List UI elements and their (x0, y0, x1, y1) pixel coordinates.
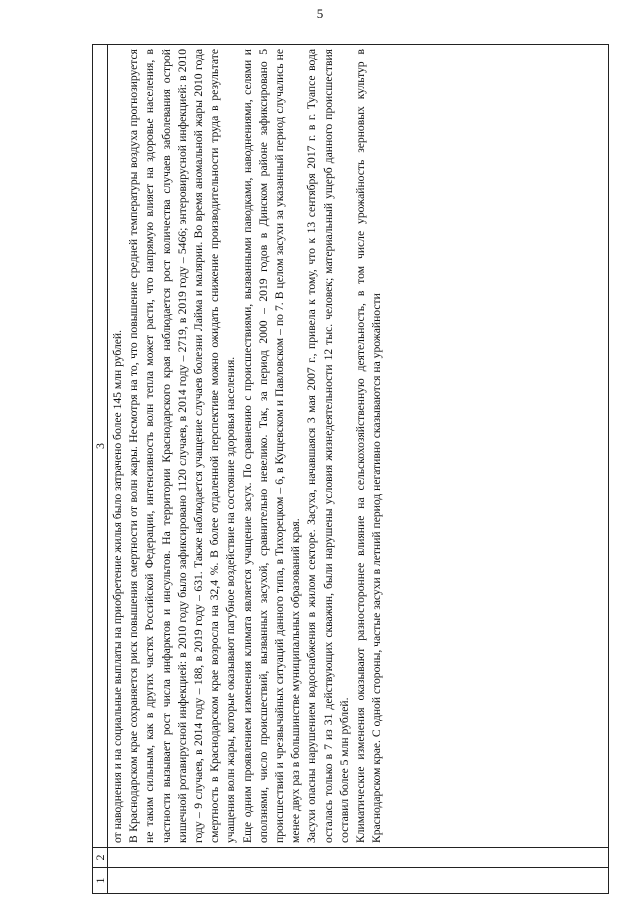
paragraph-agriculture: Климатические изменения оказывают разностороннее влияние на сельскохозяйственную деятельность, в том числе урожайность зерновых культур в Краснодарском крае. С одной стороны, частые засухи в летний период негативно сказываются на урожайности (354, 49, 384, 843)
table-header-row (93, 45, 108, 894)
column-header-1: 1 (93, 868, 108, 894)
column-2-cell (108, 848, 609, 868)
column-3-cell (108, 45, 609, 848)
paragraph-droughts: Еще одним проявлением изменения климата является учащение засух. По сравнению с происшествиями, вызванными паводками, наводнениями, селями и оползнями, число происшествий, вызванных засухой, сравнительно невелико. Так, за период 2000 – 2019 годов в Динском районе зафиксировано 5 происшествий и чрезвычайных ситуаций данного типа, в Тихорецком – 6, в Кущевском и Павловском – по 7. В целом засухи за указанный период случались не менее двух раз в большинстве муниципальных образований края. (240, 49, 303, 843)
column-1-cell (108, 868, 609, 894)
table-body-row (108, 45, 609, 894)
paragraph-flood-costs: от наводнения и на социальные выплаты на приобретение жилья было затрачено более 145 млн рублей. (111, 329, 124, 843)
page-number: 5 (316, 6, 324, 21)
rotated-table-frame (92, 44, 609, 894)
paragraph-heat-waves: В Краснодарском крае сохраняется риск повышения смертности от волн жары. Несмотря на то, что повышение средней температуры воздуха прогнозируется не таким сильным, как в других частях Российской Федерации, интенсивность волн тепла может расти, что напрямую влияет на здоровье населения, в частности вызывает рост числа инфарктов и инсультов. На территории Краснодарского края наблюдается рост количества случаев заболевания острой кишечной ротавирусной инфекцией: в 2010 году было зафиксировано 1120 случаев, в 2014 году – 2719, в 2019 году – 5466; энтеровирусной инфекцией: в 2010 году – 9 случаев, в 2014 году – 188, в 2019 году – 631. Также наблюдается учащение случаев болезни Лайма и малярии. Во время аномальной жары 2010 года смертность в Краснодарском крае возросла на 32,4 %. В более отдаленной перспективе можно ожидать снижение производительности труда в результате учащения волн жары, которые оказывают пагубное воздействие на состояние здоровья населения. (127, 49, 238, 843)
column-header-3: 3 (93, 45, 108, 848)
content-table (92, 44, 609, 894)
rotated-table-content (92, 44, 609, 894)
column-header-2: 2 (93, 848, 108, 868)
paragraph-water-supply: Засухи опасны нарушением водоснабжения в жилом секторе. Засуха, начавшаяся 3 мая 2007 г., привела к тому, что к 13 сентября 2017 г. в г. Туапсе вода осталась только в 7 из 31 действующих скважин, были нарушены условия жизнедеятельности 12 тыс. человек; материальный ущерб данного происшествия составил более 5 млн рублей. (305, 49, 351, 843)
